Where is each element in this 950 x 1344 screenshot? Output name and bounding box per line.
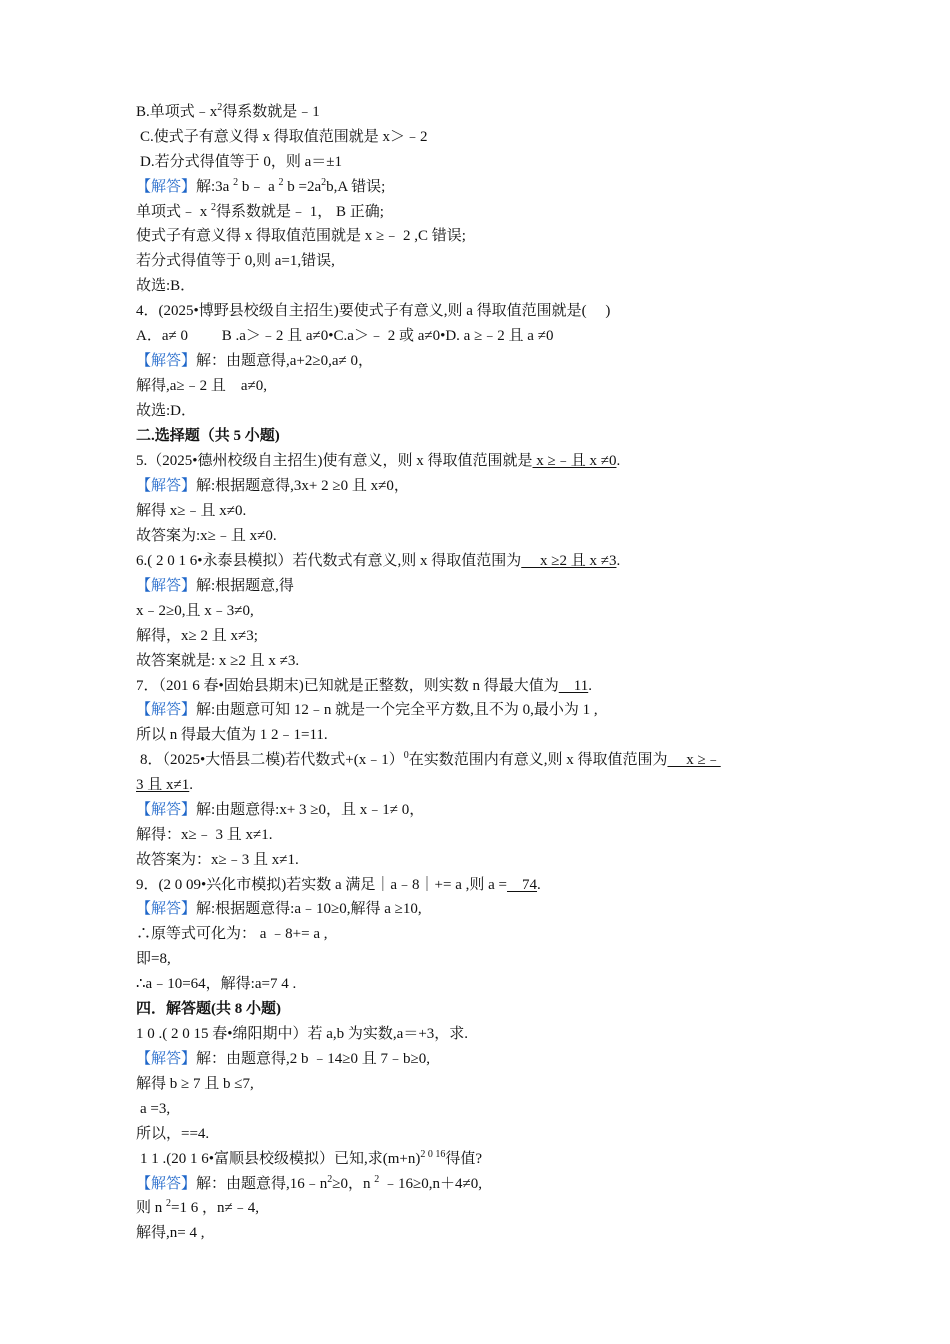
q6-answer-blank: x ≥2 且 x ≠3 — [521, 553, 617, 569]
q3-answer-line-2: 单项式﹣ x $^2$得系数就是﹣ 1， B 正确; — [136, 202, 384, 220]
q6-answer-line-1: 【解答】解:根据题意,得 — [136, 578, 294, 594]
q4-answer-line-1: 【解答】解：由题意得,a+2≥0,a≠ 0， — [136, 353, 374, 369]
q8-answer-line-1: 【解答】解:由题意得:x+ 3 ≥0，且 x﹣1≠ 0， — [136, 802, 425, 818]
q11-answer-line-1: 【解答】解：由题意得$,16﹣n^2\ge 0$，n $^2$ ﹣16≥0,n＋4≠0, — [136, 1174, 482, 1192]
q11-answer-line-2: 则 n $^2$=1 6 ，n≠﹣4, — [136, 1198, 259, 1216]
q6-answer-line-3: 解得，x≥ 2 且 x≠3; — [136, 628, 258, 644]
answer-tag: 【解答】 — [136, 802, 197, 818]
section-heading-solve: 四．解答题(共 8 小题) — [136, 1001, 281, 1017]
q3-answer-line-4: 若分式得值等于 0,则 a=1,错误, — [136, 253, 335, 269]
q7-answer-blank: 11 — [558, 678, 589, 694]
q8-stem-cont: 3 且 x≠1. — [136, 777, 193, 793]
q9-stem: 9．(2 0 09•兴化市模拟)若实数 a 满足｜a﹣8｜+= a ,则 a = 74. — [136, 877, 541, 893]
q7-answer-line-2: 所以 n 得最大值为 1 2﹣1=11. — [136, 727, 328, 743]
answer-tag: 【解答】 — [136, 702, 197, 718]
q9-answer-line-2: ∴原等式可化为： a ﹣8+= a , — [136, 926, 328, 942]
answer-tag: 【解答】 — [136, 1176, 197, 1192]
q4-options: A．a≠ 0 B .a＞﹣2 且 a≠0•C.a＞﹣ 2 或 a≠0•D. a ≥﹣2 且 a ≠0 — [136, 328, 554, 344]
q5-answer-line-1: 【解答】解:根据题意得,3x+ 2 ≥0 且 x≠0， — [136, 478, 409, 494]
q3-option-b: B.单项式$﹣x^2$得系数就是﹣1 — [136, 102, 320, 120]
q8-answer-line-2: 解得：x≥﹣ 3 且 x≠1. — [136, 827, 273, 843]
q7-stem: 7．（201 6 春•固始县期末)已知就是正整数，则实数 n 得最大值为 11. — [136, 678, 592, 694]
q10-stem: 1 0 .( 2 0 15 春•绵阳期中）若 a,b 为实数,a＝+3，求. — [136, 1026, 469, 1042]
q5-answer-blank: x ≥﹣且 x ≠0 — [532, 453, 617, 469]
answer-tag: 【解答】 — [136, 1051, 197, 1067]
q10-answer-line-4: 所以，==4. — [136, 1126, 210, 1142]
q8-answer-blank: x ≥﹣ — [667, 752, 721, 768]
q9-answer-line-4: ∴a﹣10=64，解得:a=7 4 . — [136, 976, 297, 992]
q5-answer-line-3: 故答案为:x≥﹣且 x≠0. — [136, 528, 277, 544]
q9-answer-line-1: 【解答】解:根据题意得:a﹣10≥0,解得 a ≥10, — [136, 901, 422, 917]
q8-answer-line-3: 故答案为：x≥﹣3 且 x≠1. — [136, 852, 299, 868]
answer-tag: 【解答】 — [136, 353, 197, 369]
q5-answer-line-2: 解得 x≥﹣且 x≠0. — [136, 503, 247, 519]
section-heading-choice: 二.选择题（共 5 小题) — [136, 428, 280, 444]
q4-stem: 4．(2025•博野县校级自主招生)要使式子有意义,则 a 得取值范围就是( ) — [136, 303, 611, 319]
answer-tag: 【解答】 — [136, 478, 197, 494]
q4-answer-line-2: 解得,a≥﹣2 且 a≠0, — [136, 378, 268, 394]
answer-tag: 【解答】 — [136, 578, 197, 594]
q4-answer-line-3: 故选:D． — [136, 403, 197, 419]
q5-stem: 5.（2025•德州校级自主招生)使有意义，则 x 得取值范围就是 x ≥﹣且 x ≠0. — [136, 453, 621, 469]
q6-stem: 6.( 2 0 1 6•永泰县模拟）若代数式有意义,则 x 得取值范围为 x ≥2 且 x ≠3. — [136, 553, 621, 569]
q3-option-c: C.使式子有意义得 x 得取值范围就是 x＞﹣2 — [140, 129, 428, 145]
q9-answer-blank: 74 — [507, 877, 538, 893]
q3-option-d: D.若分式得值等于 0，则 a＝±1 — [140, 154, 342, 170]
q6-answer-line-2: x﹣2≥0,且 x﹣3≠0, — [136, 603, 254, 619]
q11-stem: 1 1 .(20 1 6•富顺县校级模拟）已知,求$(m+n)^{2 0 16}$得值? — [140, 1149, 483, 1167]
q3-answer-line-1: 【解答】解:3a $^2$ b﹣ a $^2$ $b =2a^2b,A$ 错误; — [136, 177, 386, 195]
q10-answer-line-2: 解得 b ≥ 7 且 b ≤7, — [136, 1076, 254, 1092]
answer-tag: 【解答】 — [136, 179, 197, 195]
q10-answer-line-1: 【解答】解：由题意得,2 b ﹣14≥0 且 7﹣b≥0, — [136, 1051, 430, 1067]
q8-answer-blank-cont: 3 且 x≠1 — [136, 777, 190, 793]
q7-answer-line-1: 【解答】解:由题意可知 12﹣n 就是一个完全平方数,且不为 0,最小为 1 , — [136, 702, 598, 718]
answer-tag: 【解答】 — [136, 901, 197, 917]
q10-answer-line-3: a =3, — [140, 1101, 171, 1117]
q3-answer-line-3: 使式子有意义得 x 得取值范围就是 x ≥﹣ 2 ,C 错误; — [136, 228, 466, 244]
q3-answer-line-5: 故选:B． — [136, 278, 196, 294]
q11-answer-line-3: 解得,n= 4 , — [136, 1225, 205, 1241]
q9-answer-line-3: 即=8, — [136, 951, 171, 967]
q6-answer-line-4: 故答案就是: x ≥2 且 x ≠3. — [136, 653, 300, 669]
q8-stem: 8．（2025•大悟县二模)若代数式+(x﹣1）$^0$在实数范围内有意义,则 x 得取值范围为 x ≥﹣ — [140, 750, 721, 768]
